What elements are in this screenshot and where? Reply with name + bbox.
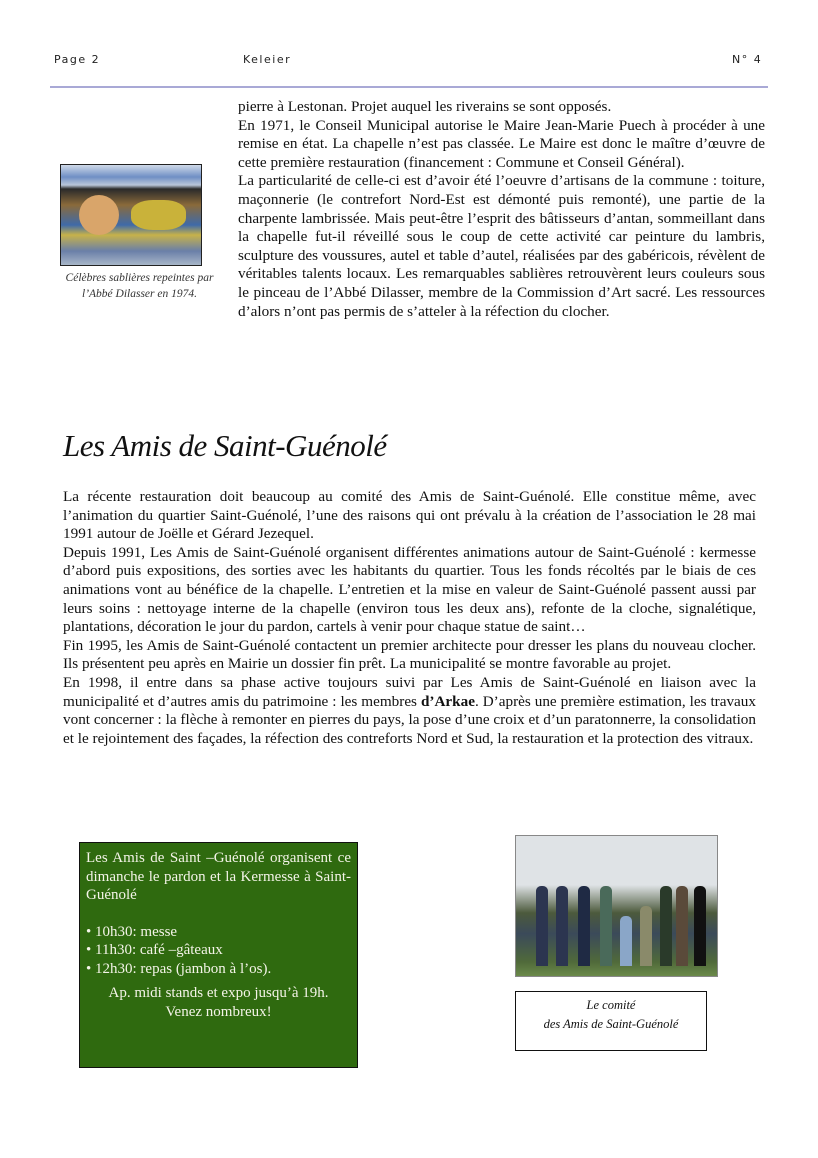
section-title: Les Amis de Saint-Guénolé [63, 428, 387, 463]
arkae-bold: d’Arkae [420, 692, 475, 710]
paragraph: La récente restauration doit beaucoup au comité des Amis de Saint-Guénolé. Elle constitue même, avec l’animation du quartier Saint-Guénolé, l’une des raisons qui ont prévalu à la création de l’association le 28 mai 1991 autour de Joëlle et Gérard Jezequel. [63, 488, 756, 543]
committee-photo [515, 835, 718, 977]
publication-title: Keleier [243, 53, 292, 66]
announcement-closing: Venez nombreux! [165, 1003, 272, 1020]
text: En 1998, il entre dans sa phase active toujours suivi par Les Amis de Saint-Guénolé en liaison avec la municipalité et d’autres amis du patrimoine : les membres [63, 673, 756, 710]
sabliere-caption [62, 270, 217, 302]
header-rule [50, 86, 768, 88]
schedule-item: • 12h30: repas (jambon à l’os). [86, 960, 272, 977]
schedule-item: • 10h30: messe [86, 923, 178, 940]
paragraph: La particularité de celle-ci est d’avoir été l’oeuvre d’artisans de la commune : toiture, maçonnerie (le contrefort Nord-Est est démonté puis remonté), une partie de la charpente lambrissée. Mais peut-être l’esprit des bâtisseurs d’antan, sommeillant dans la chapelle fut-il réveillé sous le coup de cette activité car peinture du lambris, sculpture des voussures, autel et table d’autel, réalisées par des gabéricois, révèlent de véritables talents locaux. Les remarquables sablières retrouvèrent leurs couleurs sous le pinceau de l’Abbé Dilasser, membre de la Commission d’Art sacré. Les ressources d’alors n’ont pas permis de s’atteler à la réfection du clocher. [238, 172, 765, 320]
paragraph: Fin 1995, les Amis de Saint-Guénolé contactent un premier architecte pour dresser les plans du nouveau clocher. Ils présentent peu après en Mairie un dossier fin prêt. La municipalité se montre favorable au projet. [63, 636, 756, 673]
caption-line: l’Abbé Dilasser en 1974. [82, 288, 197, 300]
schedule-list [86, 923, 351, 979]
schedule-item: • 11h30: café –gâteaux [86, 942, 223, 958]
paragraph: En 1971, le Conseil Municipal autorise le Maire Jean-Marie Puech à procéder à une remise en état. La chapelle n’est pas classée. Le Maire est donc le maître d’œuvre de cette première restauration (financement : Commune et Conseil Général). [238, 116, 765, 171]
paragraph: pierre à Lestonan. Projet auquel les riverains se sont opposés. [238, 98, 612, 115]
caption-line: des Amis de Saint-Guénolé [543, 1017, 679, 1031]
caption-line: Célèbres sablières repeintes par [65, 272, 214, 284]
announcement-closing: Ap. midi stands et expo jusqu’à 19h. [108, 985, 329, 1001]
sabliere-photo [60, 164, 202, 266]
paragraph [63, 674, 756, 748]
issue-number: N° 4 [732, 53, 763, 66]
text: . D’après une première estimation, les travaux vont concerner : la flèche à remonter en pierres du pays, la pose d’une croix et d’un paratonnerre, la consolidation et le rejointement des façades, la réfection des contreforts Nord et Sud, la restauration et la protection des vitraux. [63, 692, 756, 747]
caption-line: Le comité [586, 998, 636, 1012]
announcement-intro: Les Amis de Saint –Guénolé organisent ce dimanche le pardon et la Kermesse à Saint-Guénolé [86, 850, 351, 903]
page-number: Page 2 [54, 53, 101, 66]
top-column [238, 98, 765, 321]
committee-caption [515, 991, 707, 1051]
section-body [63, 488, 756, 748]
paragraph: Depuis 1991, Les Amis de Saint-Guénolé organisent différentes animations autour de Saint-Guénolé : kermesse d’abord puis expositions, des sorties avec les habitants du quartier. Tous les fonds récoltés par le biais de ces animations vont au bénéfice de la chapelle. L’entretien et la mise en valeur de Saint-Guénolé passent aussi par leurs soins : nettoyage interne de la chapelle (environ tous les deux ans), refonte de la cloche, signalétique, plantations, décoration le jour du pardon, cartels à venir pour chaque statue de saint… [63, 543, 756, 636]
announcement-box [79, 842, 358, 1068]
